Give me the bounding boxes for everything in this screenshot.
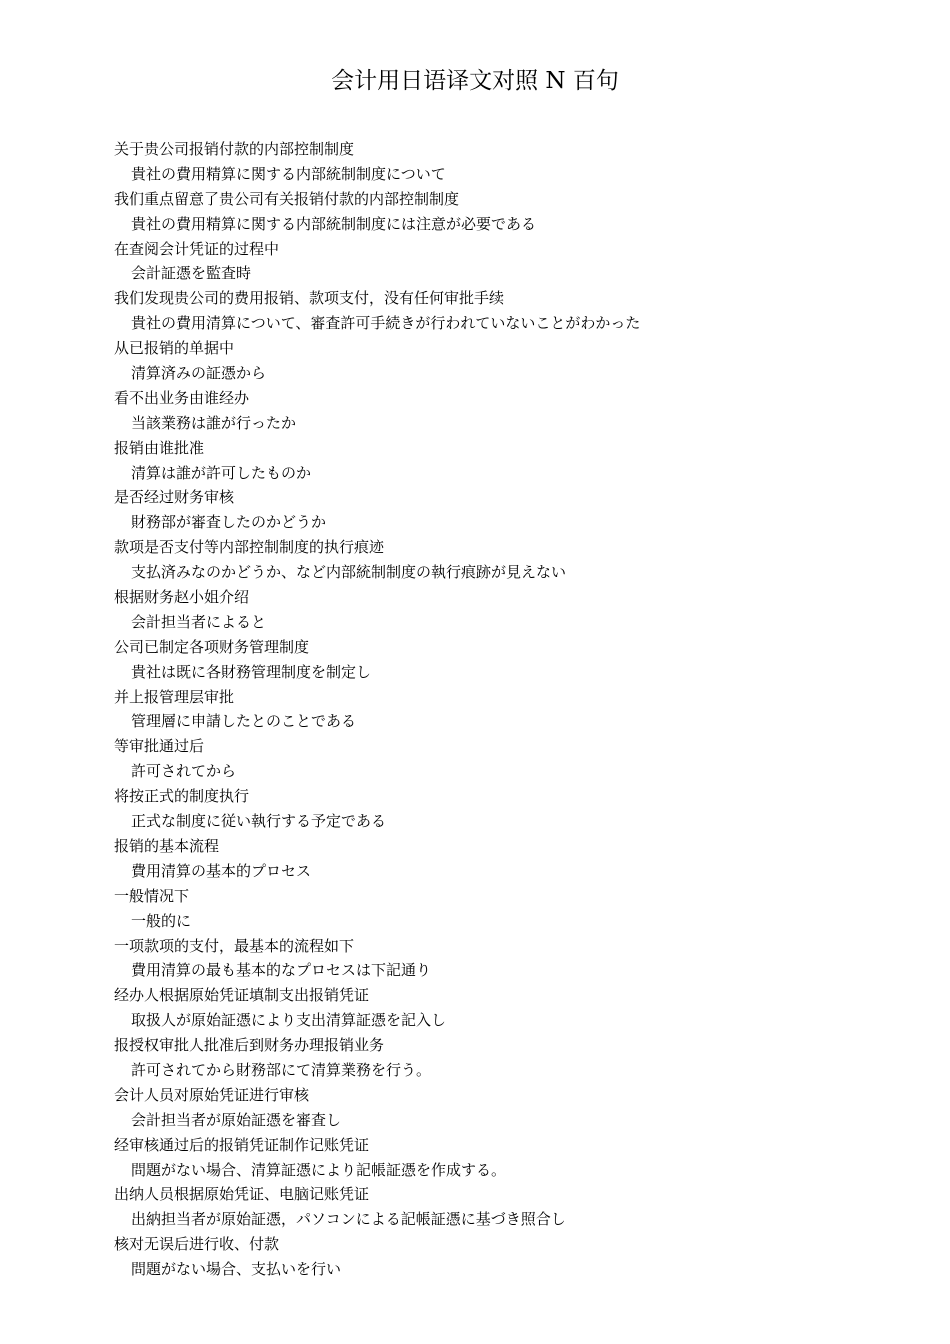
chinese-phrase: 是否经过财务审核	[114, 488, 235, 507]
chinese-phrase: 报授权审批人批准后到财务办理报销业务	[114, 1036, 385, 1055]
chinese-phrase: 经办人根据原始凭证填制支出报销凭证	[114, 986, 370, 1005]
chinese-phrase: 报销的基本流程	[114, 836, 220, 855]
japanese-translation: 当該業務は誰が行ったか	[131, 413, 297, 432]
japanese-translation: 清算は誰が許可したものか	[131, 463, 312, 482]
japanese-translation: 出納担当者が原始証憑，パソコンによる記帳証憑に基づき照合し	[131, 1210, 566, 1229]
chinese-phrase: 我们发现贵公司的费用报销、款项支付，没有任何审批手续	[114, 289, 505, 308]
japanese-translation: 費用清算の基本的プロセス	[131, 861, 312, 880]
japanese-translation: 会計担当者が原始証憑を審査し	[131, 1110, 342, 1129]
japanese-translation: 一般的に	[131, 911, 192, 930]
chinese-phrase: 关于贵公司报销付款的内部控制制度	[114, 140, 355, 158]
chinese-phrase: 等审批通过后	[114, 737, 205, 756]
japanese-translation: 問題がない場合、清算証憑により記帳証憑を作成する。	[131, 1160, 507, 1179]
japanese-translation: 費用清算の最も基本的なプロセスは下記通り	[131, 961, 432, 980]
japanese-translation: 取扱人が原始証憑により支出清算証憑を記入し	[131, 1011, 447, 1030]
japanese-translation: 許可されてから	[131, 762, 237, 781]
japanese-translation: 財務部が審査したのかどうか	[131, 513, 327, 532]
chinese-phrase: 核对无误后进行收、付款	[114, 1235, 280, 1254]
chinese-phrase: 经审核通过后的报销凭证制作记账凭证	[114, 1135, 370, 1154]
chinese-phrase: 公司已制定各项财务管理制度	[114, 637, 310, 656]
japanese-translation: 貴社の費用精算に関する内部統制制度には注意が必要である	[131, 214, 537, 233]
japanese-translation: 貴社の費用清算について、審査許可手続きが行われていないことがわかった	[131, 314, 641, 333]
chinese-phrase: 我们重点留意了贵公司有关报销付款的内部控制制度	[114, 189, 460, 208]
japanese-translation: 貴社の費用精算に関する内部統制制度について	[131, 164, 446, 183]
chinese-phrase: 在查阅会计凭证的过程中	[114, 239, 280, 258]
chinese-phrase: 从已报销的单据中	[114, 339, 235, 358]
chinese-phrase: 报销由谁批准	[114, 438, 205, 457]
japanese-translation: 正式な制度に従い執行する予定である	[131, 812, 387, 831]
chinese-phrase: 一般情况下	[114, 886, 190, 905]
japanese-translation: 会計担当者によると	[131, 612, 267, 631]
chinese-phrase: 并上报管理层审批	[114, 687, 235, 706]
chinese-phrase: 会计人员对原始凭证进行审核	[114, 1085, 310, 1104]
japanese-translation: 貴社は既に各財務管理制度を制定し	[131, 662, 372, 681]
japanese-translation: 会計証憑を監査時	[131, 264, 252, 283]
japanese-translation: 管理層に申請したとのことである	[131, 712, 357, 731]
entry-list	[114, 137, 894, 1282]
chinese-phrase: 出纳人员根据原始凭证、电脑记账凭证	[114, 1185, 370, 1204]
japanese-translation: 問題がない場合、支払いを行い	[131, 1260, 342, 1279]
japanese-translation: 許可されてから財務部にて清算業務を行う。	[131, 1060, 432, 1079]
chinese-phrase: 根据财务赵小姐介绍	[114, 588, 250, 607]
chinese-phrase: 款项是否支付等内部控制制度的执行痕迹	[114, 538, 385, 557]
chinese-phrase: 将按正式的制度执行	[114, 787, 250, 806]
document-title: 会计用日语译文对照 N 百句	[331, 68, 619, 94]
chinese-phrase: 一项款项的支付，最基本的流程如下	[114, 936, 355, 955]
japanese-translation: 清算済みの証憑から	[131, 364, 267, 383]
japanese-translation: 支払済みなのかどうか、など内部統制制度の執行痕跡が見えない	[131, 563, 567, 582]
chinese-phrase: 看不出业务由谁经办	[114, 388, 250, 407]
